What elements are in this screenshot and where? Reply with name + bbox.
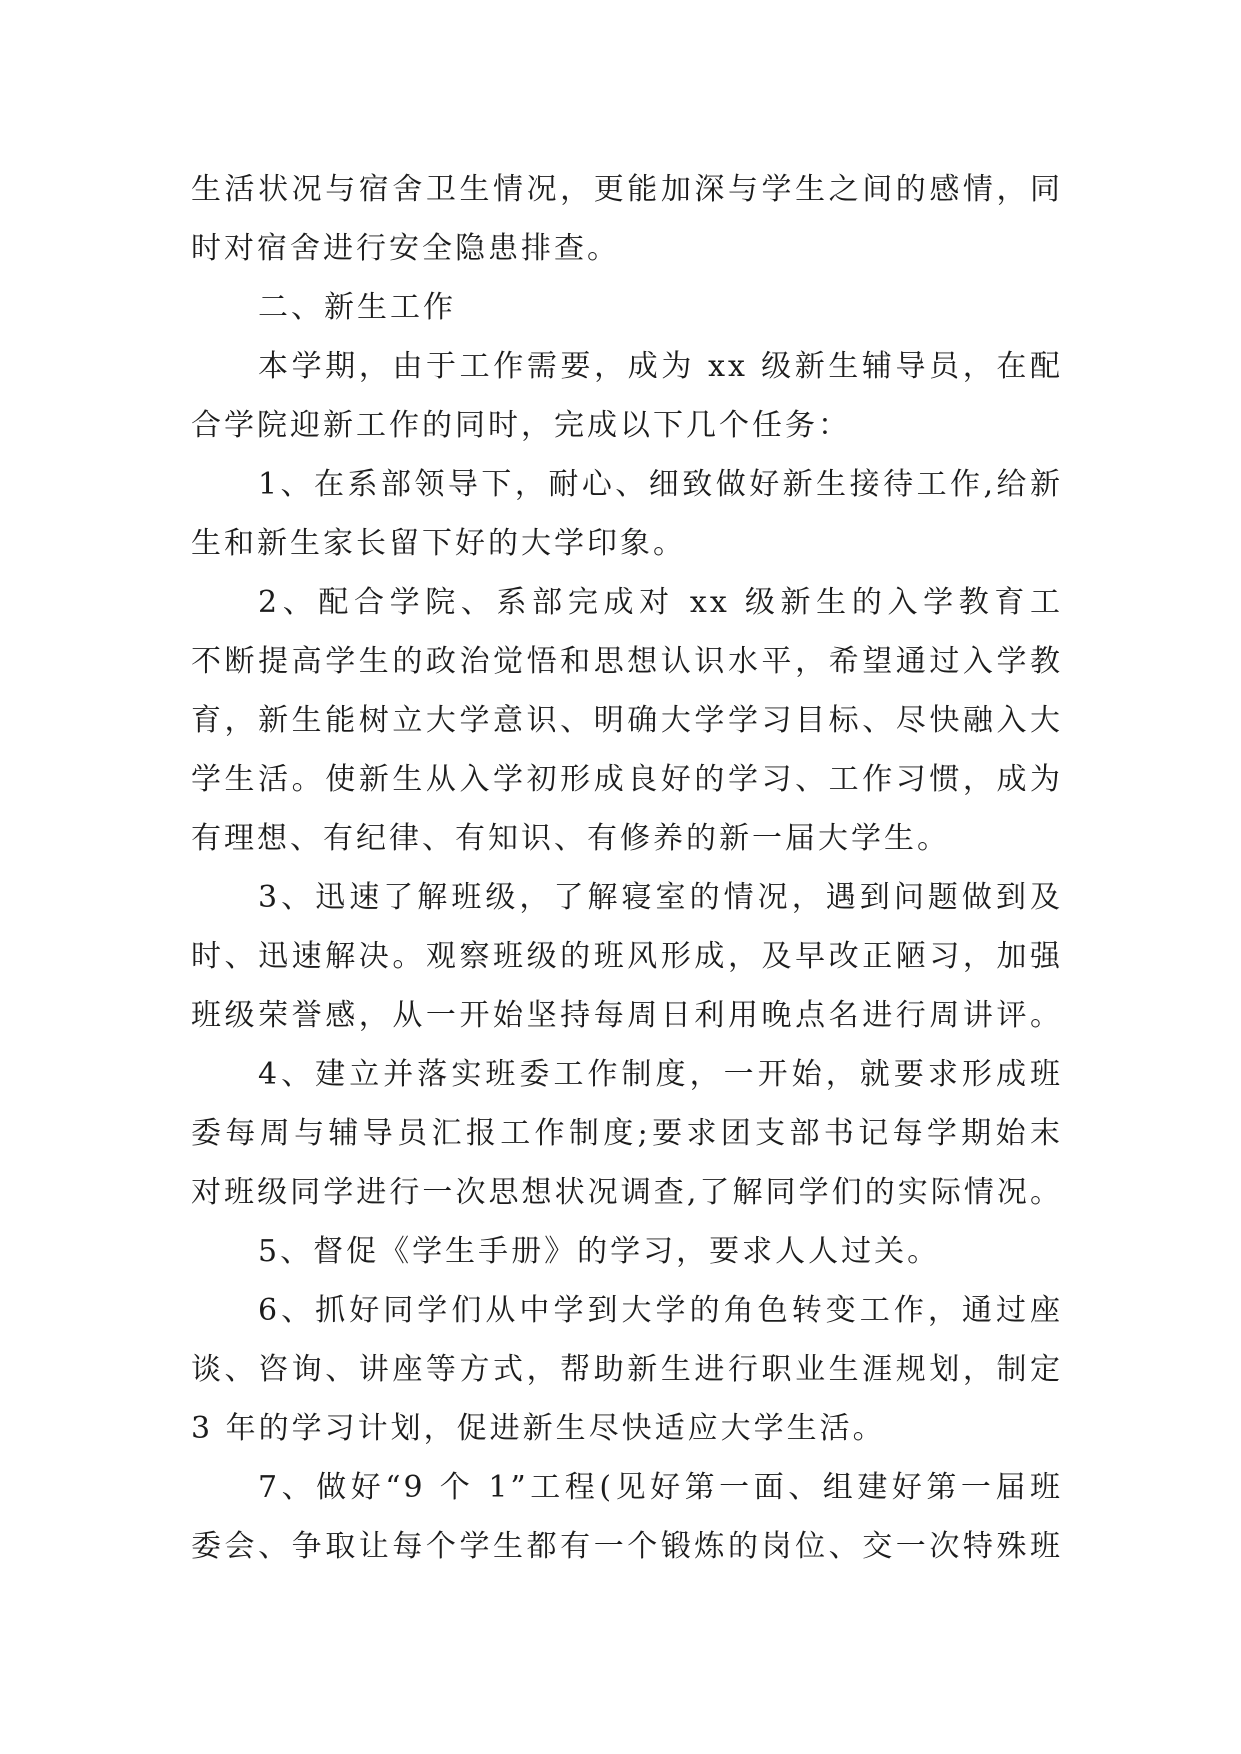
- text-line: 1、在系部领导下，耐心、细致做好新生接待工作,给新: [258, 467, 1063, 502]
- list-item-4: [191, 1045, 1063, 1222]
- list-item-6: [191, 1281, 1063, 1458]
- text-line: 6、抓好同学们从中学到大学的角色转变工作，通过座: [258, 1293, 1063, 1328]
- list-item-2: [191, 573, 1063, 868]
- section-heading: [191, 278, 1063, 337]
- text-line: 3 年的学习计划，促进新生尽快适应大学生活。: [191, 1411, 886, 1446]
- paragraph-intro: [191, 337, 1063, 455]
- text-line: 2、配合学院、系部完成对 xx 级新生的入学教育工: [258, 585, 1063, 620]
- text-line: 谈、咨询、讲座等方式，帮助新生进行职业生涯规划，制定: [191, 1352, 1063, 1387]
- text-line: 本学期，由于工作需要，成为 xx 级新生辅导员，在配: [258, 349, 1063, 384]
- text-line: 有理想、有纪律、有知识、有修养的新一届大学生。: [191, 821, 950, 856]
- list-item-1: [191, 455, 1063, 573]
- text-line: 生和新生家长留下好的大学印象。: [191, 526, 686, 561]
- list-item-3: [191, 868, 1063, 1045]
- section-heading-text: 二、新生工作: [258, 290, 456, 325]
- text-line: 生活状况与宿舍卫生情况，更能加深与学生之间的感情，同: [191, 172, 1063, 207]
- list-item-7: [191, 1458, 1063, 1576]
- text-line: 3、迅速了解班级，了解寝室的情况，遇到问题做到及: [258, 880, 1063, 915]
- text-line: 7、做好“9 个 1”工程(见好第一面、组建好第一届班: [258, 1470, 1063, 1505]
- text-line: 委每周与辅导员汇报工作制度;要求团支部书记每学期始末: [191, 1116, 1063, 1151]
- text-line: 班级荣誉感，从一开始坚持每周日利用晚点名进行周讲评。: [191, 998, 1063, 1033]
- text-line: 4、建立并落实班委工作制度，一开始，就要求形成班: [258, 1057, 1063, 1092]
- list-item-5: [191, 1222, 1063, 1281]
- text-line: 学生活。使新生从入学初形成良好的学习、工作习惯，成为: [191, 762, 1063, 797]
- text-line: 不断提高学生的政治觉悟和思想认识水平，希望通过入学教: [191, 644, 1063, 679]
- text-line: 委会、争取让每个学生都有一个锻炼的岗位、交一次特殊班: [191, 1529, 1063, 1564]
- paragraph-continued: [191, 160, 1063, 278]
- text-line: 时、迅速解决。观察班级的班风形成，及早改正陋习，加强: [191, 939, 1063, 974]
- text-line: 时对宿舍进行安全隐患排查。: [191, 231, 620, 266]
- text-line: 对班级同学进行一次思想状况调查,了解同学们的实际情况。: [191, 1175, 1063, 1210]
- text-line: 育，新生能树立大学意识、明确大学学习目标、尽快融入大: [191, 703, 1063, 738]
- text-line: 5、督促《学生手册》的学习，要求人人过关。: [258, 1234, 941, 1269]
- document-body: [191, 160, 1063, 1576]
- text-line: 合学院迎新工作的同时，完成以下几个任务：: [191, 408, 851, 443]
